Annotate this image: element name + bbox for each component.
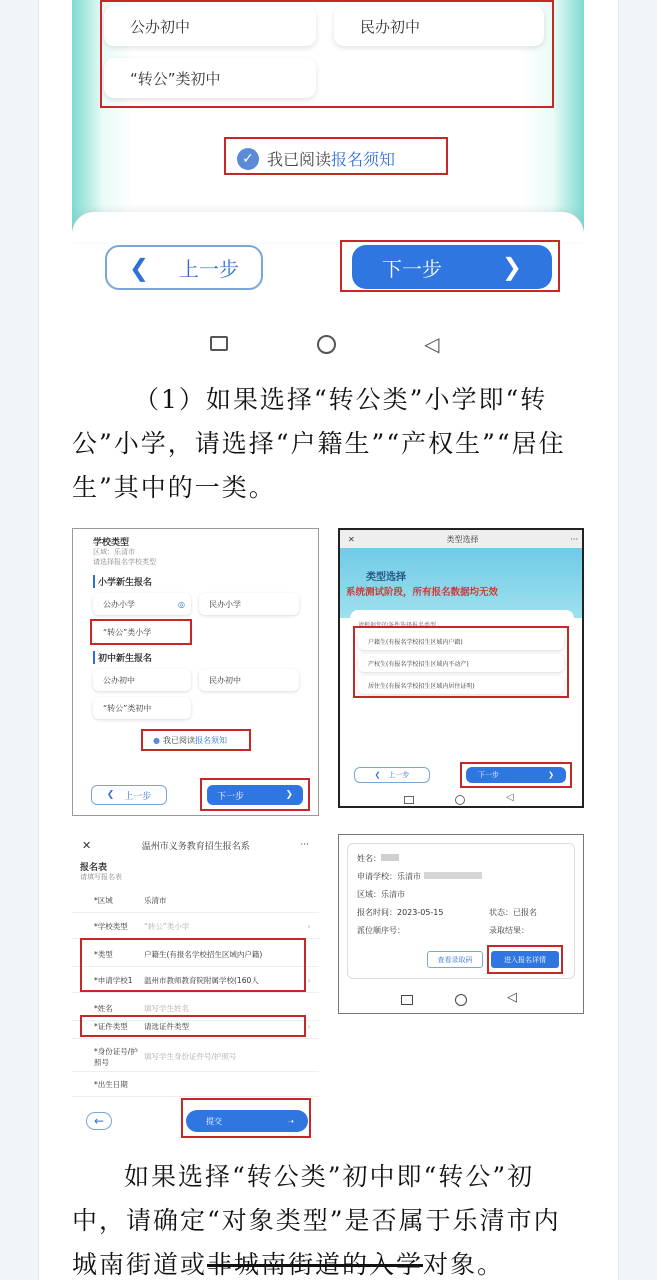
option-private-primary[interactable] [199, 593, 299, 615]
area-text: 区域：乐清市 [357, 890, 405, 899]
status-screenshot [338, 834, 584, 1014]
circle-nav-icon[interactable] [455, 795, 465, 805]
form-screenshot [72, 834, 319, 1140]
school-label: 申请学校：乐清市 [357, 872, 421, 881]
option-public-primary[interactable] [93, 593, 191, 615]
chevron-right-icon: ❯ [548, 771, 554, 779]
row-label: *申请学校1 [94, 975, 133, 985]
school-type-screenshot [72, 528, 319, 816]
nav-title: 温州市义务教育招生报名系 [141, 841, 250, 852]
arrow-right-icon: ➝ [287, 1116, 294, 1126]
square-nav-icon[interactable] [210, 336, 228, 351]
read-prefix: 我已阅读 [267, 150, 332, 169]
paragraph-1: （1）如果选择“转公类”小学即“转公”小学，请选择“户籍生”“产权生”“居住生”其中的一类。 [72, 385, 566, 502]
chevron-right-icon: ❯ [501, 253, 522, 281]
hint-text: 请选择报名学校类型 [93, 558, 156, 566]
next-label: 下一步 [217, 791, 245, 802]
prompt-text: 请根据您的条件选择报名类型 [358, 622, 437, 629]
option-label: 民办小学 [209, 599, 241, 609]
option-public-middle[interactable] [93, 669, 191, 691]
check-circle-icon: ◎ [178, 599, 185, 609]
more-icon[interactable]: ··· [300, 840, 309, 850]
row-value: 温州市教师教育院附属学校(160人 [144, 975, 259, 985]
row-area[interactable] [72, 888, 319, 913]
highlight-box [224, 137, 448, 175]
close-icon[interactable]: ✕ [348, 534, 355, 544]
prev-button[interactable] [354, 767, 430, 783]
option-label: 民办初中 [360, 17, 421, 36]
row-value: 乐清市 [144, 895, 167, 905]
detail-label: 进入报名详情 [504, 955, 546, 964]
square-nav-icon[interactable] [401, 995, 413, 1005]
time-text: 报名时间：2023-05-15 [357, 908, 444, 917]
read-prefix: 我已阅读 [162, 736, 195, 745]
check-icon: ✓ [237, 148, 259, 170]
submit-label: 提交 [206, 1116, 222, 1126]
option-label: 居住生(有报名学校招生区域内居住证明) [368, 682, 475, 690]
option-label: 公办小学 [103, 599, 135, 609]
row-label: *类型 [94, 949, 113, 959]
row-value: 填写学生姓名 [144, 1003, 189, 1013]
option-private-middle[interactable] [199, 669, 299, 691]
option-label: 公办初中 [130, 17, 191, 36]
bottom-sheet [72, 212, 584, 242]
row-label: *姓名 [94, 1003, 113, 1013]
page-title: 学校类型 [93, 538, 130, 548]
row-birthdate[interactable] [72, 1072, 319, 1097]
highlight-box [460, 762, 572, 788]
row-value: 户籍生(有报名学校招生区域内户籍) [144, 949, 263, 959]
option-label: “转公”类初中 [130, 69, 221, 88]
type-selection-screenshot [338, 528, 584, 808]
triangle-nav-icon[interactable]: ◁ [506, 792, 514, 803]
row-label: *区域 [94, 895, 113, 905]
next-label: 下一步 [382, 256, 442, 281]
option-label: “转公”类小学 [103, 627, 152, 637]
prev-label: 上一步 [179, 257, 240, 281]
prev-label: 上一步 [388, 771, 410, 779]
chevron-right-icon: › [307, 1021, 311, 1031]
paragraph-2 [72, 1155, 584, 1287]
banner-title: 类型选择 [366, 572, 406, 583]
notice-link[interactable]: 报名须知 [194, 736, 227, 745]
paragraph-2-end: 对象。 [423, 1250, 505, 1279]
banner-warning: 系统测试阶段，所有报名数据均无效 [346, 587, 499, 598]
highlight-box [100, 0, 554, 108]
highlight-box [141, 729, 251, 751]
chevron-right-icon: › [307, 975, 311, 985]
chevron-left-icon: ❮ [106, 790, 115, 800]
view-code-label: 查看录取码 [437, 955, 473, 964]
row-id-number[interactable] [72, 1042, 319, 1072]
option-label: 产权生(有报名学校招生区域内不动产) [368, 660, 469, 668]
top-screenshot [72, 0, 584, 355]
option-label: 户籍生(有报名学校招生区域内户籍) [368, 638, 463, 646]
option-label: “转公”类初中 [103, 703, 152, 713]
name-line [357, 853, 399, 864]
chevron-right-icon: › [307, 921, 311, 931]
highlight-box [200, 778, 310, 811]
prev-button[interactable] [91, 785, 167, 805]
chevron-left-icon: ❮ [374, 771, 381, 779]
chevron-left-icon: ❮ [128, 253, 150, 282]
row-label: *证件类型 [94, 1021, 128, 1031]
row-value: 填写学生身份证件号/护照号 [144, 1052, 237, 1061]
paragraph-2-text: 如果选择“转公类”初中即“转公”初中，请确定“对象类型”是否属于乐清市内城南街道或 [72, 1162, 561, 1279]
struck-text: 非城南街道的入学 [207, 1250, 424, 1279]
row-label: *身份证号/护照号 [94, 1046, 138, 1067]
highlight-box [80, 938, 306, 992]
redacted-school [424, 872, 482, 879]
back-arrow-icon[interactable]: ← [86, 1112, 112, 1130]
option-label: 公办初中 [103, 675, 135, 685]
school-line [357, 871, 482, 882]
circle-nav-icon[interactable] [455, 994, 467, 1006]
prev-button[interactable] [105, 245, 263, 290]
middle-heading: 初中新生报名 [93, 651, 152, 664]
option-label: 民办初中 [209, 675, 241, 685]
nav-bar [340, 530, 584, 548]
next-label: 下一步 [478, 771, 499, 779]
order-text: 派位顺序号： [357, 926, 405, 935]
highlight-box [80, 1015, 306, 1037]
close-icon[interactable]: ✕ [82, 838, 92, 852]
chevron-right-icon: ❯ [285, 790, 293, 800]
highlight-box [340, 240, 560, 292]
more-icon[interactable]: ··· [570, 534, 578, 544]
triangle-nav-icon[interactable]: ◁ [507, 990, 517, 1005]
area-text: 区域：乐清市 [93, 548, 135, 556]
row-label: *出生日期 [94, 1079, 128, 1089]
check-icon: ● [153, 736, 160, 745]
prev-label: 上一步 [124, 791, 152, 802]
view-code-button[interactable] [427, 951, 483, 968]
notice-link[interactable]: 报名须知 [331, 150, 396, 169]
row-school-type[interactable] [72, 914, 319, 939]
name-label: 姓名： [357, 854, 381, 863]
row-label: *学校类型 [94, 921, 128, 931]
highlight-box [90, 619, 192, 645]
right-margin [618, 0, 657, 1280]
option-transfer-middle[interactable] [93, 697, 191, 719]
status-text: 状态：已报名 [489, 908, 537, 917]
primary-heading: 小学新生报名 [93, 575, 152, 588]
row-value: “转公”类小学 [144, 921, 190, 931]
highlight-box [181, 1098, 311, 1138]
nav-title: 类型选择 [446, 534, 479, 544]
square-nav-icon[interactable] [404, 796, 414, 804]
form-hint: 请填写报名表 [80, 873, 122, 881]
row-value: 请选证件类型 [144, 1021, 189, 1031]
result-text: 录取结果： [489, 926, 529, 935]
highlight-box [487, 945, 563, 974]
left-margin [0, 0, 39, 1280]
redacted-name [381, 854, 399, 861]
triangle-nav-icon[interactable]: ◁ [424, 332, 440, 355]
highlight-box [353, 626, 569, 698]
nav-bar [72, 834, 319, 856]
banner [340, 548, 584, 618]
circle-nav-icon[interactable] [317, 335, 336, 354]
form-title: 报名表 [80, 863, 108, 873]
